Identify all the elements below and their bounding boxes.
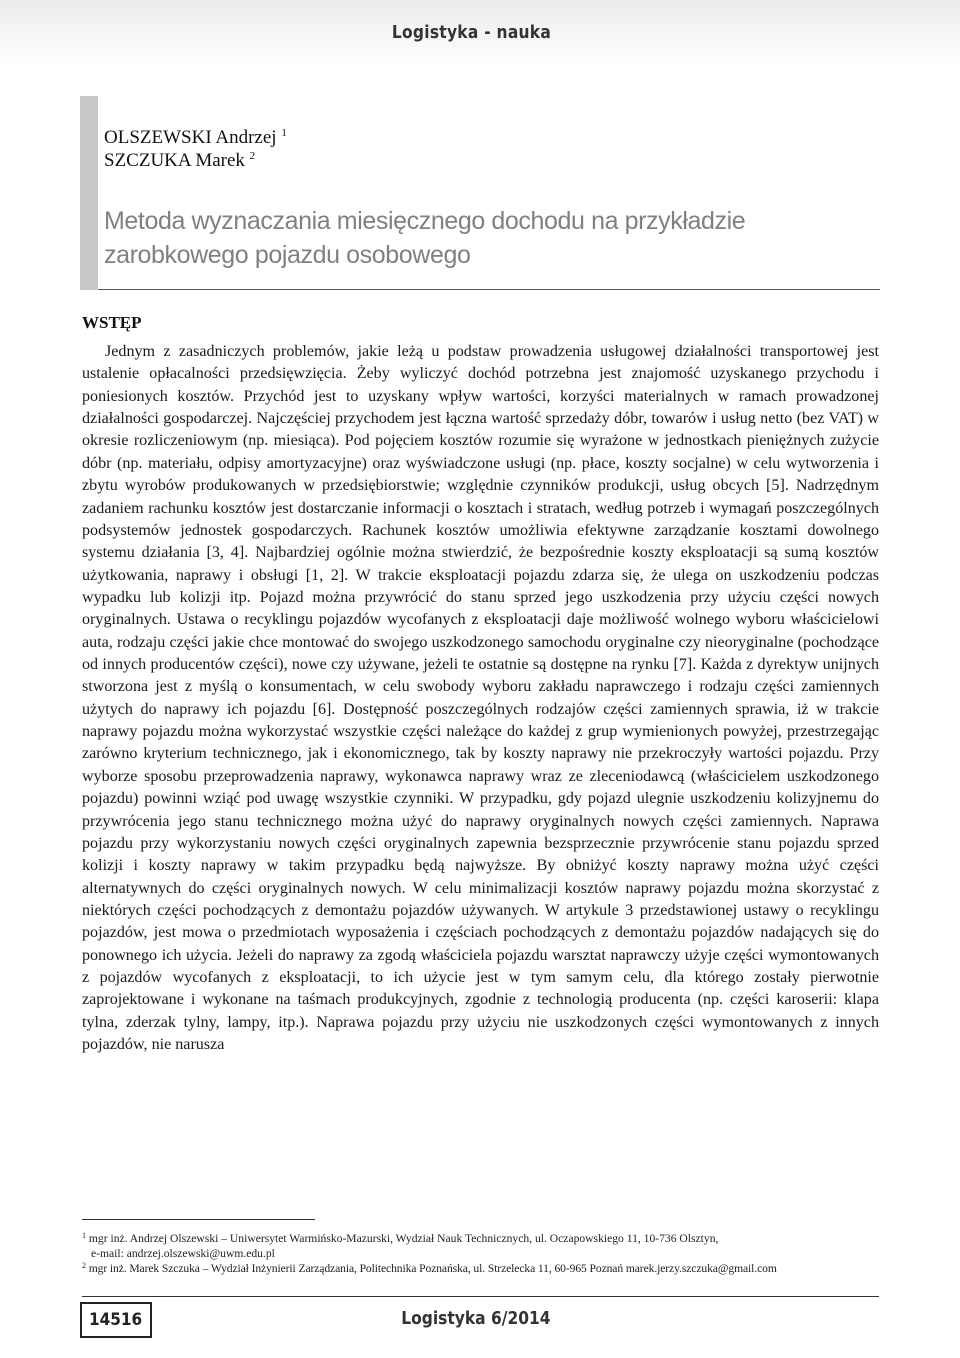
page-number-box [80,1302,152,1338]
footnote-text: mgr inż. Andrzej Olszewski – Uniwersytet Warmińsko-Mazurski, Wydział Nauk Technicznych, ul. Oczapowskiego 11, 10-736 Olsztyn, [88,1232,719,1245]
footnote-divider [82,1219,315,1220]
author-list [104,126,604,172]
article-title: Metoda wyznaczania miesięcznego dochodu na przykładzie zarobkowego pojazdu osobowego [104,207,746,269]
author-name: OLSZEWSKI Andrzej [104,127,277,148]
footnote-2 [82,1261,878,1276]
journal-issue: Logistyka 6/2014 [401,1308,551,1329]
footnote-text: mgr inż. Marek Szczuka – Wydział Inżynierii Zarządzania, Politechnika Poznańska, ul. Strzelecka 11, 60-965 Poznań marek.jerzy.szczuka@gmail.com [88,1262,777,1275]
author-footnote-mark: 1 [281,127,287,139]
footer-divider [82,1296,879,1297]
author-name: SZCZUKA Marek [104,150,245,171]
section-label: Logistyka - nauka [391,22,551,43]
side-block [80,96,98,290]
footnote-mark: 2 [82,1261,86,1270]
footnote-1 [82,1231,878,1261]
page-number: 14516 [89,1310,143,1330]
footnote-email: e-mail: andrzej.olszewski@uwm.edu.pl [91,1247,275,1260]
author-1 [104,126,604,149]
body-paragraph: Jednym z zasadniczych problemów, jakie leżą u podstaw prowadzenia usługowej działalności transportowej jest ustalenie opłacalności przedsięwzięcia. Żeby wyliczyć dochód potrzebna jest znajomość uzyskanego przychodu i poniesionych kosztów. Przychód jest to uzyskany wpływ wartości, korzyści materialnych w ramach prowadzonej działalności gospodarczej. Najczęściej przychodem jest łączna wartość sprzedaży dóbr, towarów i usług netto (bez VAT) w okresie rozliczeniowym (np. miesiąca). Pod pojęciem kosztów rozumie się wyrażone w jednostkach pieniężnych zużycie dóbr (np. materiału, odpisy amortyzacyjne) oraz wyświadczone usługi (np. płace, koszty socjalne) w celu wytworzenia i zbytu wyrobów produkowanych w przedsiębiorstwie; względnie czynników produkcji, usług obcych [5]. Nadrzędnym zadaniem rachunku kosztów jest dostarczanie informacji o kosztach i stratach, według potrzeb i wymagań poszczególnych podsystemów jednostek gospodarczych. Rachunek kosztów umożliwia efektywne zarządzanie kosztami dowolnego systemu działania [3, 4]. Najbardziej ogólnie można stwierdzić, że bezpośrednie koszty eksploatacji są sumą kosztów użytkowania, naprawy i obsługi [1, 2]. W trakcie eksploatacji pojazdu zdarza się, że ulega on uszkodzeniu podczas wypadku lub kolizji itp. Pojazd można przywrócić do stanu sprzed jego uszkodzenia przy użyciu części nowych oryginalnych. Ustawa o recyklingu pojazdów wycofanych z eksploatacji daje możliwość wolnego wyboru właścicielowi auta, rodzaju części jakie chce montować do swojego uszkodzonego samochodu oryginalne czy nieoryginalne (pochodzące od innych producentów części), nowe czy używane, jeżeli te ostatnie są dostępne na rynku [7]. Każda z dyrektyw unijnych stworzona jest z myślą o konsumentach, w celu swobody wyboru zakładu naprawczego i rodzaju części zamiennych użytych do naprawy ich pojazdu [6]. Dostępność poszczególnych rodzajów części zamiennych sprawia, iż w trakcie naprawy pojazdu można wykorzystać wszystkie części należące do każdej z grup wymienionych powyżej, przestrzegając zarówno kryterium technicznego, jak i ekonomicznego, tak by koszty naprawy nie przekroczyły wartości pojazdu. Przy wyborze sposobu przeprowadzenia naprawy, wykonawca naprawy wraz ze zleceniodawcą (właścicielem uszkodzonego pojazdu) powinni wziąć pod uwagę wszystkie czynniki. W przypadku, gdy pojazd ulegnie uszkodzeniu kolizyjnemu do przywrócenia jego stanu technicznego można użyć do naprawy oryginalnych nowych części zamiennych. Naprawa pojazdu przy wykorzystaniu nowych części oryginalnych zapewnia bezsprzecznie przywrócenie stanu pojazdu sprzed kolizji i koszty naprawy w takim przypadku będą najwyższe. By obniżyć koszty naprawy można użyć części alternatywnych do części oryginalnych nowych. W celu minimalizacji kosztów naprawy pojazdu można skorzystać z niektórych części pochodzących z demontażu pojazdów używanych. W artykule 3 przedstawionej ustawy o recyklingu pojazdów, jest mowa o przedmiotach wyposażenia i częściach pochodzących z demontażu pojazdów nadających się do ponownego ich użycia. Jeżeli do naprawy za zgodą właściciela pojazdu warsztat naprawczy użyje części wymontowanych z pojazdów wycofanych z eksploatacji, to ich użycie jest w tym samym celu, dla którego zostały pierwotnie zaprojektowane i wykonane na taśmach produkcyjnych, zgodnie z technologią producenta (np. części karoserii: klapa tylna, zderzak tylny, lampy, itp.). Naprawa pojazdu przy użyciu nie uszkodzonych części wymontowanych z innych pojazdów, nie narusza [82,343,879,1054]
footnote-mark: 1 [82,1231,86,1240]
title-divider [98,289,880,290]
author-2 [104,149,604,172]
author-footnote-mark: 2 [249,150,256,162]
section-heading: WSTĘP [82,313,142,332]
